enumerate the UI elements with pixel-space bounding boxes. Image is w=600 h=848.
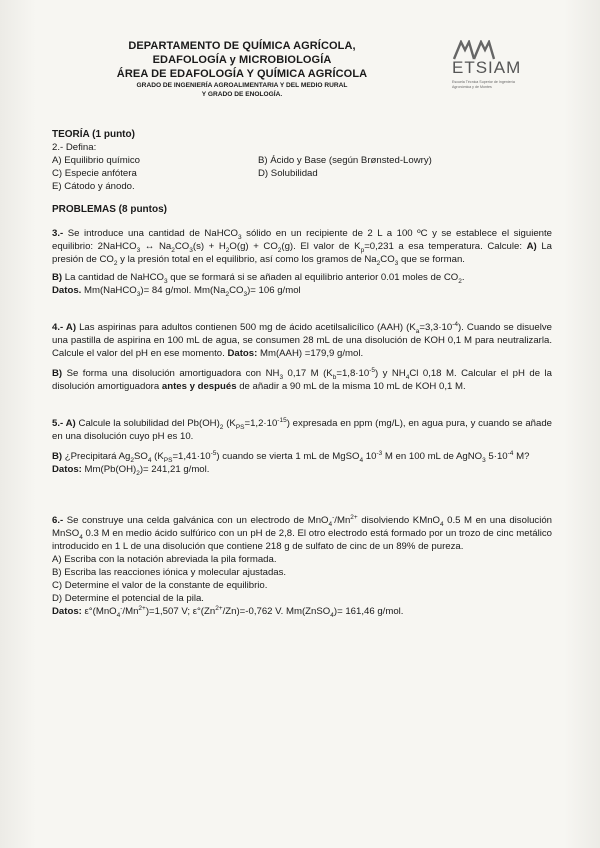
problem-6-item-c: C) Determine el valor de la constante de equilibrio. — [52, 580, 268, 591]
problem-4 — [52, 321, 552, 393]
problem-5-statement: 5.- A) Calcule la solubilidad del $Pb(OH)_2$ $(K_{PS}=1,2\cdot 10^{-15})$ expresada en ppm (mg/L), en agua pura, y cuando se añade en una disolución cuyo pH es 10. — [52, 416, 552, 442]
theory-item-b: B) Ácido y Base (según Brønsted-Lowry) — [258, 155, 432, 166]
problem-3 — [52, 227, 552, 297]
area-title: ÁREA DE EDAFOLOGÍA Y QUÍMICA AGRÍCOLA — [116, 68, 368, 80]
problem-6-item-b: B) Escriba las reacciones iónica y molecular ajustadas. — [52, 567, 287, 578]
department-header — [72, 39, 412, 99]
theory-item-d: D) Solubilidad — [258, 168, 318, 179]
problem-5-part-b: B) ¿Precipitará $Ag_2SO_4$ $(K_{PS}=1,41\cdot 10^{-5})$ cuando se vierta 1 mL de MgSO$_4$ $10^{-3}$ M en 100 mL de AgNO$_3$ $5\cdot 10^{-4}$ M? — [52, 449, 530, 464]
theory-item-e: E) Cátodo y ánodo. — [52, 181, 135, 192]
theory-item-c: C) Especie anfótera — [52, 168, 137, 179]
department-title: DEPARTAMENTO DE QUÍMICA AGRÍCOLA, — [128, 40, 356, 52]
department-subtitle: EDAFOLOGÍA y MICROBIOLOGÍA — [152, 54, 332, 66]
theory-item-a: A) Equilibrio químico — [52, 155, 140, 166]
problem-3-number: 3.- — [52, 228, 64, 239]
etsiam-subtitle: Escuela Técnica Superior de Ingeniería Agronómica y de Montes — [452, 80, 515, 89]
problem-6-statement: 6.- Se construye una celda galvánica con un electrodo de $MnO_4^-/Mn^{2+}$ disolviendo KMnO$_4$ 0.5 M en una disolución MnSO$_4$ 0.3 M en medio ácido sulfúrico con un pH de 2,8. El otro electrodo está formado por un trozo de cinc metálico introducido en 1 L de una disolución que contiene 218 g de sulfato de cinc de un 89% de pureza. — [52, 513, 553, 552]
problem-6-data: Datos: $\varepsilon^\circ(MnO_4^-/Mn^{2+})=1,507$ V; $\varepsilon^\circ(Zn^{2+}/Zn)=-0,762$ V. Mm(ZnSO$_4$)= 161,46 g/mol. — [52, 604, 404, 619]
problem-5-number: 5.- A) — [52, 418, 76, 429]
problem-6-number: 6.- — [52, 515, 64, 526]
problem-6-item-a: A) Escriba con la notación abreviada la pila formada. — [52, 554, 277, 565]
problem-6-item-d: D) Determine el potencial de la pila. — [52, 593, 204, 604]
etsiam-logo — [452, 40, 532, 89]
problem-5-data: Datos: $Mm(Pb(OH)_2)= 241,21$ g/mol. — [52, 464, 210, 477]
problem-6 — [52, 514, 552, 618]
etsiam-name: ETSIAM — [452, 58, 522, 77]
problem-3-part-b: B) La cantidad de NaHCO$_3$ que se formará si se añaden al equilibrio anterior 0.01 moles de $CO_2$. — [52, 272, 465, 285]
etsiam-mark-icon — [452, 40, 496, 60]
problem-3-data: Datos. Mm(NaHCO$_3$)= 84 g/mol. $Mm(Na_2CO_3)= 106$ g/mol — [52, 285, 301, 298]
degree-line-1: GRADO DE INGENIERÍA AGROALIMENTARIA Y DEL MEDIO RURAL — [136, 82, 348, 89]
problem-4-statement: 4.- A) Las aspirinas para adultos contienen 500 mg de ácido acetilsalicílico (AAH) $(K_a=3,3\cdot 10^{-4})$. Cuando se disuelve una pastilla de aspirina en 100 mL de agua, se consumen 28 mL de una disolución de KOH 0,1 M para neutralizarla. Calcule el valor del pH en ese momento. Datos: Mm(AAH) =179,9 g/mol. — [52, 320, 552, 359]
theory-row-1 — [52, 154, 552, 167]
theory-title: TEORÍA (1 punto) — [52, 129, 135, 140]
problem-4-number: 4.- A) — [52, 322, 77, 333]
theory-intro: 2.- Defina: — [52, 142, 97, 153]
exam-content — [52, 128, 552, 618]
problems-title: PROBLEMAS (8 puntos) — [52, 204, 167, 215]
problem-5 — [52, 417, 552, 476]
theory-row-2 — [52, 167, 552, 180]
problem-3-statement: 3.- Se introduce una cantidad de NaHCO$_3$ sólido en un recipiente de 2 L a 100 ºC y se establece el siguiente equilibrio: 2NaHCO$_3$ ↔ $Na_2CO_3(s) + H_2O(g) + CO_2(g)$. El valor de $K_p=0,231$ a esa temperatura. Calcule: A) La presión de $CO_2$ y la presión total en el equilibrio, así como los gramos de $Na_2CO_3$ que se forman. — [52, 228, 552, 267]
degree-line-2: Y GRADO DE ENOLOGÍA. — [201, 91, 283, 98]
problem-4-part-b: B) Se forma una disolución amortiguadora con $NH_3$ 0,17 M $(K_b=1,8\cdot 10^{-5})$ y $NH_4Cl$ 0,18 M. Calcular el pH de la disolución amortiguadora antes y después de añadir a 90 mL de la misma 10 mL de KOH 0,1 M. — [52, 366, 552, 392]
